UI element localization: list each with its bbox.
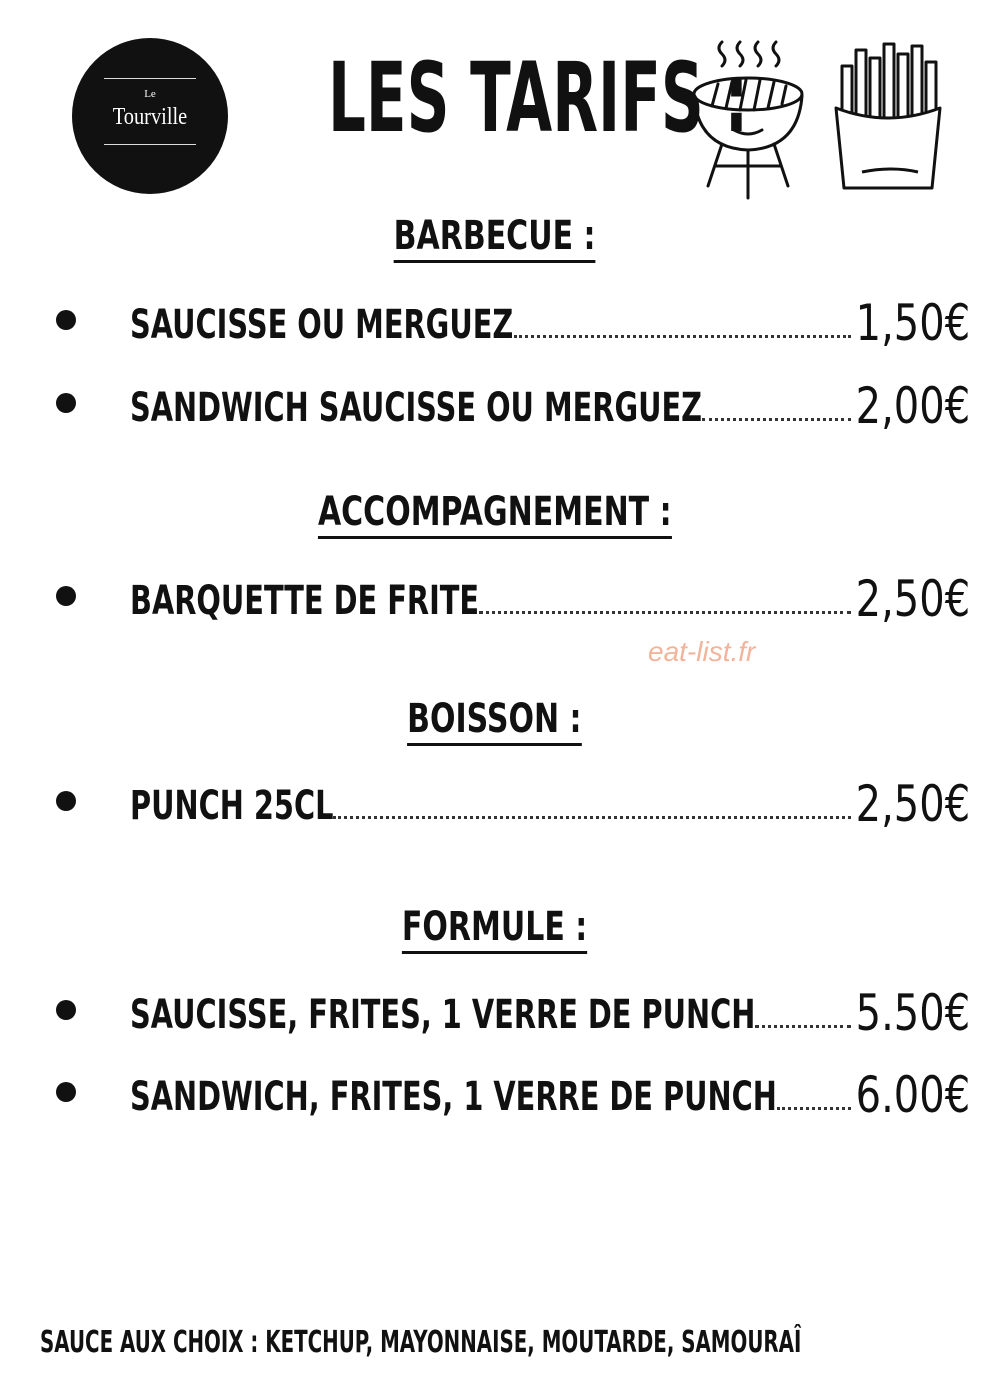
- bullet: [56, 586, 76, 606]
- menu-item: [50, 1064, 970, 1124]
- item-price: 2,50€: [855, 570, 970, 628]
- item-price: 1,50€: [855, 294, 970, 352]
- item-price: 2,50€: [855, 775, 970, 833]
- bullet: [56, 1000, 76, 1020]
- item-label: PUNCH 25CL: [130, 783, 334, 829]
- page-title: LES TARIFS :: [328, 42, 749, 154]
- tourville-logo: [72, 38, 228, 194]
- section-heading-accompagnement: ACCOMPAGNEMENT :: [0, 490, 989, 539]
- item-label: SANDWICH, FRITES, 1 VERRE DE PUNCH: [130, 1074, 777, 1120]
- bullet: [56, 1082, 76, 1102]
- bullet: [56, 393, 76, 413]
- menu-item: [50, 982, 970, 1042]
- menu-item: [50, 292, 970, 352]
- sauce-footer: SAUCE AUX CHOIX : KETCHUP, MAYONNAISE, MOUTARDE, SAMOURAÎ: [40, 1325, 802, 1360]
- menu-item: [50, 375, 970, 435]
- menu-item: [50, 568, 970, 628]
- section-heading-formule: FORMULE :: [0, 905, 989, 954]
- watermark: eat-list.fr: [648, 636, 756, 667]
- barbecue-grill-icon: [688, 38, 808, 202]
- menu-item: [50, 773, 970, 833]
- item-price: 6.00€: [855, 1066, 970, 1124]
- bullet: [56, 310, 76, 330]
- item-label: SAUCISSE, FRITES, 1 VERRE DE PUNCH: [130, 992, 756, 1038]
- item-price: 2,00€: [855, 377, 970, 435]
- section-heading-barbecue: BARBECUE :: [0, 214, 989, 263]
- bullet: [56, 791, 76, 811]
- logo-name: Tourville: [112, 104, 188, 130]
- section-heading-boisson: BOISSON :: [0, 697, 989, 746]
- item-label: SAUCISSE OU MERGUEZ: [130, 302, 514, 348]
- logo-small-text: Le: [144, 88, 156, 100]
- item-label: BARQUETTE DE FRITE: [130, 578, 480, 624]
- french-fries-icon: [832, 40, 944, 192]
- item-label: SANDWICH SAUCISSE OU MERGUEZ: [130, 385, 703, 431]
- item-price: 5.50€: [855, 984, 970, 1042]
